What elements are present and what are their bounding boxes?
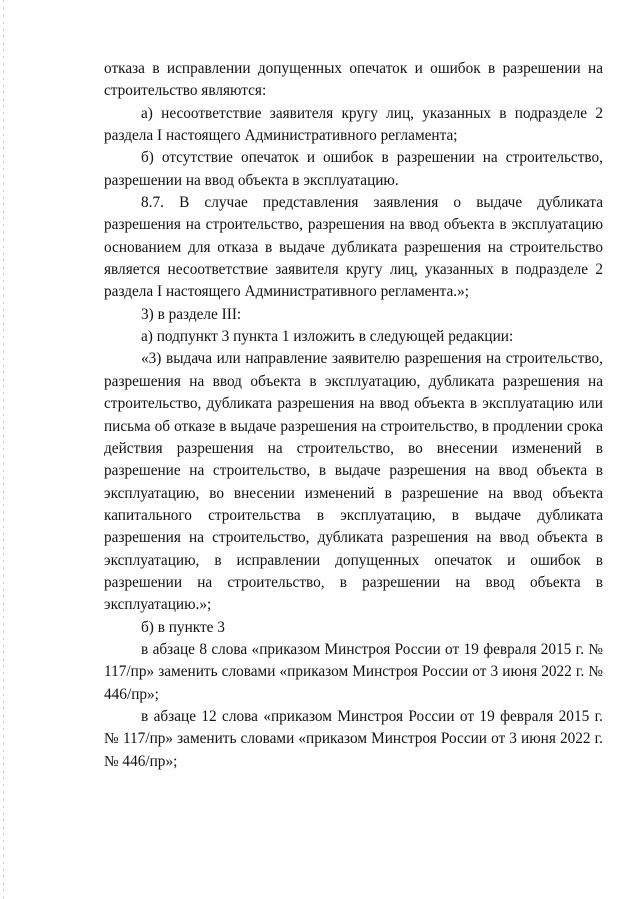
paragraph-abzac-12: в абзаце 12 слова «приказом Минстроя России от 19 февраля 2015 г. № 117/пр» заменить словами «приказом Минстроя России от 3 июня 2022 г. № 446/пр»; <box>104 707 603 770</box>
paragraph-item-a: а) несоответствие заявителя кругу лиц, указанных в подразделе 2 раздела I настоящего Административного регламента; <box>104 104 603 145</box>
paragraph-subitem-b: б) в пункте 3 <box>141 618 225 636</box>
paragraph-quoted-item-3: «3) выдача или направление заявителю разрешения на строительство, разрешения на ввод объекта в эксплуатацию, дубликата разрешения на строительство, дубликата разрешения на ввод объекта в эксплуатацию или письма об отказе в выдаче разрешения на строительство, в продлении срока действия разрешения на строительство, во внесении изменений в разрешение на строительство, в выдаче разрешения на ввод объекта в эксплуатацию, во внесении изменений в разрешение на ввод объекта капитального строительства в эксплуатацию, в выдаче дубликата разрешения на строительство, дубликата разрешения на ввод объекта в эксплуатацию, в исправлении допущенных опечаток и ошибок в разрешении на строительство, в разрешении на ввод объекта в эксплуатацию.»; <box>104 350 603 614</box>
paragraph-8-7: 8.7. В случае представления заявления о выдаче дубликата разрешения на строительство, разрешения на ввод объекта в эксплуатацию основанием для отказа в выдаче дубликата разрешения на строительство является несоответствие заявителя кругу лиц, указанных в подразделе 2 раздела I настоящего Административного регламента.»; <box>104 194 603 301</box>
paragraph-section-3: 3) в разделе III: <box>141 305 242 323</box>
paragraph-subitem-a: а) подпункт 3 пункта 1 изложить в следующей редакции: <box>141 328 514 346</box>
paragraph-item-b: б) отсутствие опечаток и ошибок в разрешении на строительство, разрешении на ввод объекта в эксплуатацию. <box>104 149 603 189</box>
paragraph-abzac-8: в абзаце 8 слова «приказом Минстроя России от 19 февраля 2015 г. № 117/пр» заменить словами «приказом Минстроя России от 3 июня 2022 г. № 446/пр»; <box>104 640 603 703</box>
scan-edge-line <box>3 0 4 899</box>
paragraph-refusal-grounds: отказа в исправлении допущенных опечаток и ошибок в разрешении на строительство являются: <box>104 60 603 100</box>
document-body <box>104 58 603 773</box>
